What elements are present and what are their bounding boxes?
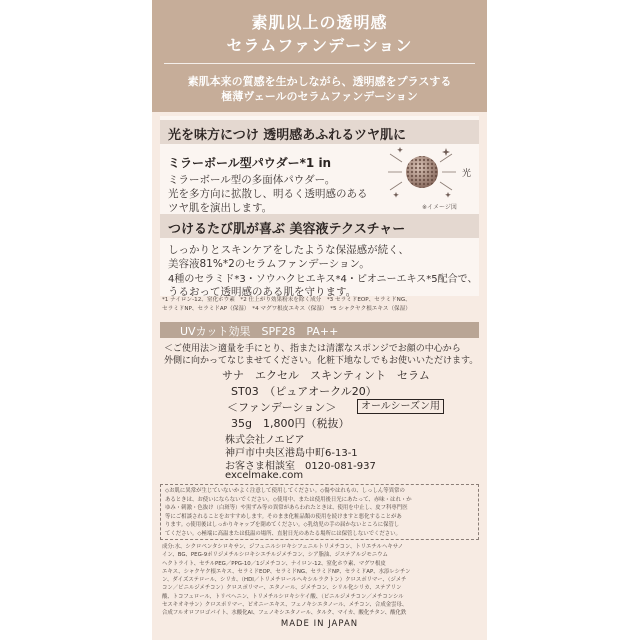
image-note: ※イメージ図 (422, 204, 457, 211)
usage-line: 外側に向かってなじませてください。化粧下地なしでもお使いいただけます。 (164, 356, 479, 366)
header-banner (152, 0, 487, 112)
company-name: 株式会社ノエビア (225, 435, 305, 446)
section2-line: しっかりとスキンケアをしたような保湿感が続く、 (168, 244, 409, 256)
header-title-line2: セラムファンデーション (226, 36, 413, 55)
ingredients-line: エキス、シャクヤク根エキス、セラミドEOP、セラミドNG、セラミドNP、セラミドAP、水添レシチン (162, 568, 411, 575)
section2-line: うるおって透明感のある肌を守ります。 (168, 286, 357, 298)
package-back-label (152, 0, 487, 640)
product-shade: ST03 （ピュアオークル20） (231, 385, 377, 398)
ingredients-line: 合成フルオロフロゴパイト、水酸化Al、フェノキシエタノール、タルク、マイカ、酸化チタン、酸化鉄 (162, 610, 407, 617)
company-website: excelmake.com (225, 470, 304, 481)
company-address: 神戸市中央区港島中町6-13-1 (225, 448, 358, 459)
ingredients-line: 酸、トコフェロール、トリベヘニン、トリメチルシロキシケイ酸、（ビニルジメチコン／メチコンシル (162, 593, 404, 600)
section1-line: ツヤ肌を演出します。 (168, 202, 273, 214)
section1-heading: 光を味方につけ 透明感あふれるツヤ肌に (168, 128, 407, 143)
ingredients-line: 成分:水、シクロペンタシロキサン、ジフェニルシロキシフェニルトリメチコン、トリエチルヘキサノ (162, 544, 404, 550)
product-category: ＜ファンデーション＞ (227, 401, 337, 414)
caution-line: てください。◇極端に高温または低温の場所、直射日光のあたる場所には保管しないでください。 (165, 530, 401, 537)
section2-heading: つけるたび肌が喜ぶ 美容液テクスチャー (168, 222, 406, 237)
caution-line: あるときは、お使いにならないでください。◇使用中、または使用後日光にあたって、赤味・はれ・か (165, 496, 412, 503)
light-label: 光 (462, 169, 472, 179)
header-subtitle-line1: 素肌本来の質感を生かしながら、透明感をプラスする (187, 75, 452, 88)
mirror-ball-illustration (382, 142, 472, 202)
usage-line: ＜ご使用法＞適量を手にとり、指または清潔なスポンジでお顔の中心から (164, 344, 461, 354)
section1-line: 光を多方向に拡散し、明るく透明感のある (168, 188, 368, 200)
caution-line: ゆみ・刺激・色抜け（白斑等）や黒ずみ等の異常があらわれたときは、使用を中止し、皮フ科専門医 (165, 505, 408, 511)
section1-heading-bar (160, 120, 479, 144)
ingredients-list (162, 543, 480, 618)
footnote-line: セラミドNP、セラミドAP（保湿） *4 マグワ根皮エキス（保湿） *5 シャクヤク根エキス（保湿） (162, 306, 411, 312)
season-badge: オールシーズン用 (357, 399, 444, 414)
footnote-line: *1 ナイロン-12、窒化ホウ素 *2 仕上がり効果粉末を除く成分 *3 セラミドEOP、セラミドNG、 (162, 297, 411, 303)
made-in-label: MADE IN JAPAN (280, 619, 359, 629)
uv-protection-text: UVカット効果 SPF28 PA++ (180, 325, 339, 338)
ingredients-line: イン、BG、PEG-9ポリジメチルシロキシエチルジメチコン、シア脂油、ジステアルジモニウム (162, 552, 388, 559)
header-subtitle-line2: 極薄ヴェールのセラムファンデーション (221, 90, 418, 103)
section2-heading-bar (160, 214, 479, 238)
mirror-powder-title: ミラーボール型パウダー*1 in (168, 156, 332, 170)
section1-line: ミラーボール型の多面体パウダー。 (168, 174, 336, 186)
caution-line: ◇お肌に異常が生じていないかよく注意して使用してください。◇傷やはれもの、しっしん等異常の (165, 488, 405, 494)
section2-line: 美容液81%*2のセラムファンデーション。 (168, 258, 370, 270)
caution-line: ります。◇使用後はしっかりキャップを閉めてください。◇乳幼児の手の届かないところに保管し (165, 522, 400, 528)
company-contact: お客さま相談室 0120-081-937 (225, 461, 376, 472)
caution-line: 等にご相談されることをおすすめします。そのまま化粧品類の使用を続けますと悪化することがあ (165, 513, 402, 520)
section2-line: 4種のセラミド*3・ソウハクヒエキス*4・ピオニーエキス*5配合で、 (168, 274, 478, 285)
ingredients-line: ン、ダイズステロール、シリカ、（HDI／トリメチロールヘキシルラクトン）クロスポリマー、（ジメチ (162, 577, 407, 584)
header-divider (164, 63, 475, 64)
feature-panel (160, 116, 479, 296)
ingredients-line: セスキオキサン）クロスポリマー、ピオニーエキス、フェノキシエタノール、メチコン、合成金雲母、 (162, 602, 408, 609)
product-price: 35g 1,800円（税抜） (231, 417, 350, 430)
ingredients-line: コン／ビニルジメチコン）クロスポリマー、エタノール、ジメチコン、シリル化シリカ、ステアリン (162, 585, 402, 592)
product-name: サナ エクセル スキンティント セラム (222, 369, 430, 382)
uv-protection-bar (160, 322, 479, 338)
caution-text (165, 487, 475, 538)
footnotes (162, 296, 480, 314)
header-title-line1: 素肌以上の透明感 (251, 13, 388, 32)
ingredients-line: ヘクトライト、セチルPEG／PPG-10／1ジメチコン、ナイロン-12、窒化ホウ素、マグワ根皮 (162, 560, 386, 567)
caution-box (160, 484, 479, 540)
